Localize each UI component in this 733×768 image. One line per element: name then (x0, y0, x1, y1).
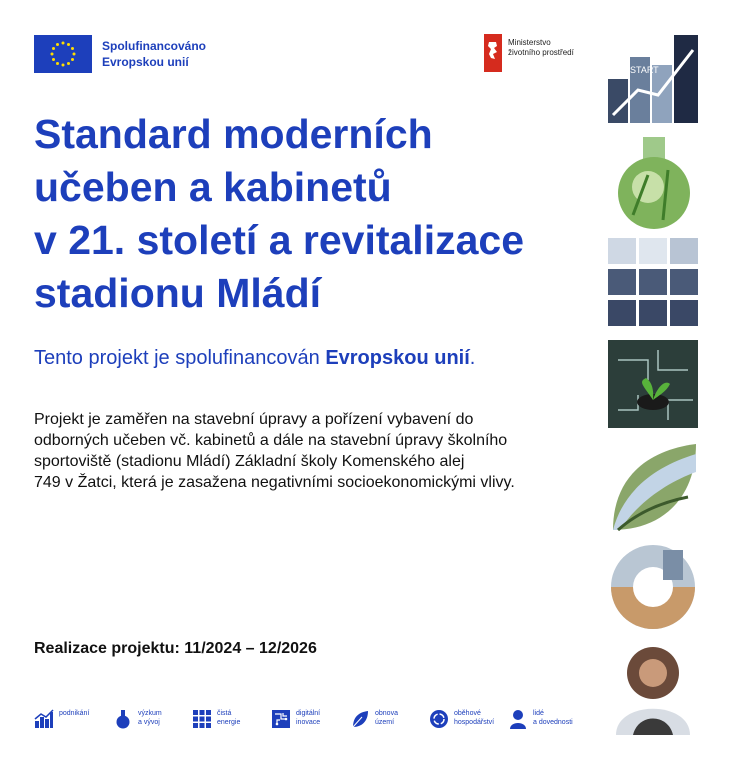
footer-label: podnikání (59, 710, 90, 717)
czech-lion-icon (484, 34, 502, 72)
footer-item-lide (508, 709, 577, 729)
subtitle-end: . (469, 347, 476, 369)
ministry-logo (484, 34, 574, 72)
solar-panels-image (608, 238, 698, 326)
thematic-icons-footer (34, 709, 587, 729)
footer-label: čistá energie (217, 710, 241, 726)
project-realization-dates: Realizace projektu: 11/2024 – 12/2026 (34, 640, 317, 657)
ministry-line1: Ministerstvo (508, 38, 551, 47)
chart-growth-icon (34, 709, 54, 729)
cofinancing-statement (34, 347, 475, 370)
eu-logo-line1: Spolufinancováno (102, 39, 207, 53)
recycle-icon (429, 709, 449, 729)
description-line: sportoviště (stadionu Mládí) Základní školy Komenského alej (34, 453, 465, 470)
footer-item-vyzkum (113, 709, 182, 729)
footer-item-energie (192, 709, 261, 729)
footer-item-digitalni (271, 709, 340, 729)
description-line: 749 v Žatci, která je zasažena negativními socioekonomickými vlivy. (34, 474, 515, 491)
footer-item-obnova (350, 709, 419, 729)
subtitle-bold: Evropskou unií (325, 347, 470, 369)
eu-flag-icon (34, 35, 92, 73)
eu-logo-line2: Evropskou unií (102, 55, 189, 69)
project-description (34, 409, 564, 493)
footer-label: oběhové hospodářství (454, 710, 495, 726)
footer-label: obnova území (375, 710, 398, 726)
circular-economy-image (608, 542, 698, 632)
flask-icon (113, 709, 133, 729)
solar-panel-icon (192, 709, 212, 729)
footer-label: výzkum a vývoj (138, 710, 162, 726)
people-skills-image (608, 645, 698, 735)
title-line: Standard moderních (34, 111, 433, 157)
footer-label: lidé a dovednosti (533, 710, 573, 726)
description-line: Projekt je zaměřen na stavební úpravy a pořízení vybavení do (34, 411, 474, 428)
title-line: v 21. století a revitalizace (34, 217, 524, 263)
description-line: odborných učeben vč. kabinetů a dále na stavební úpravy školního (34, 432, 508, 449)
circuit-icon (271, 709, 291, 729)
footer-label: digitální inovace (296, 710, 321, 726)
person-icon (508, 709, 528, 729)
start-label: START (630, 65, 659, 75)
business-growth-image (608, 35, 698, 123)
leaf-icon (350, 709, 370, 729)
subtitle-text: Tento projekt je spolufinancován (34, 347, 326, 369)
ministry-line2: životního prostředí (508, 48, 574, 57)
title-line: učeben a kabinetů (34, 164, 392, 210)
footer-item-obehove (429, 709, 498, 729)
research-flask-image (608, 135, 698, 231)
title-line: stadionu Mládí (34, 270, 321, 316)
landscape-leaf-image (608, 442, 698, 532)
eu-cofinancing-logo (34, 35, 206, 73)
digital-plant-image (608, 340, 698, 428)
project-title (34, 108, 594, 320)
footer-item-podnikani (34, 709, 103, 729)
